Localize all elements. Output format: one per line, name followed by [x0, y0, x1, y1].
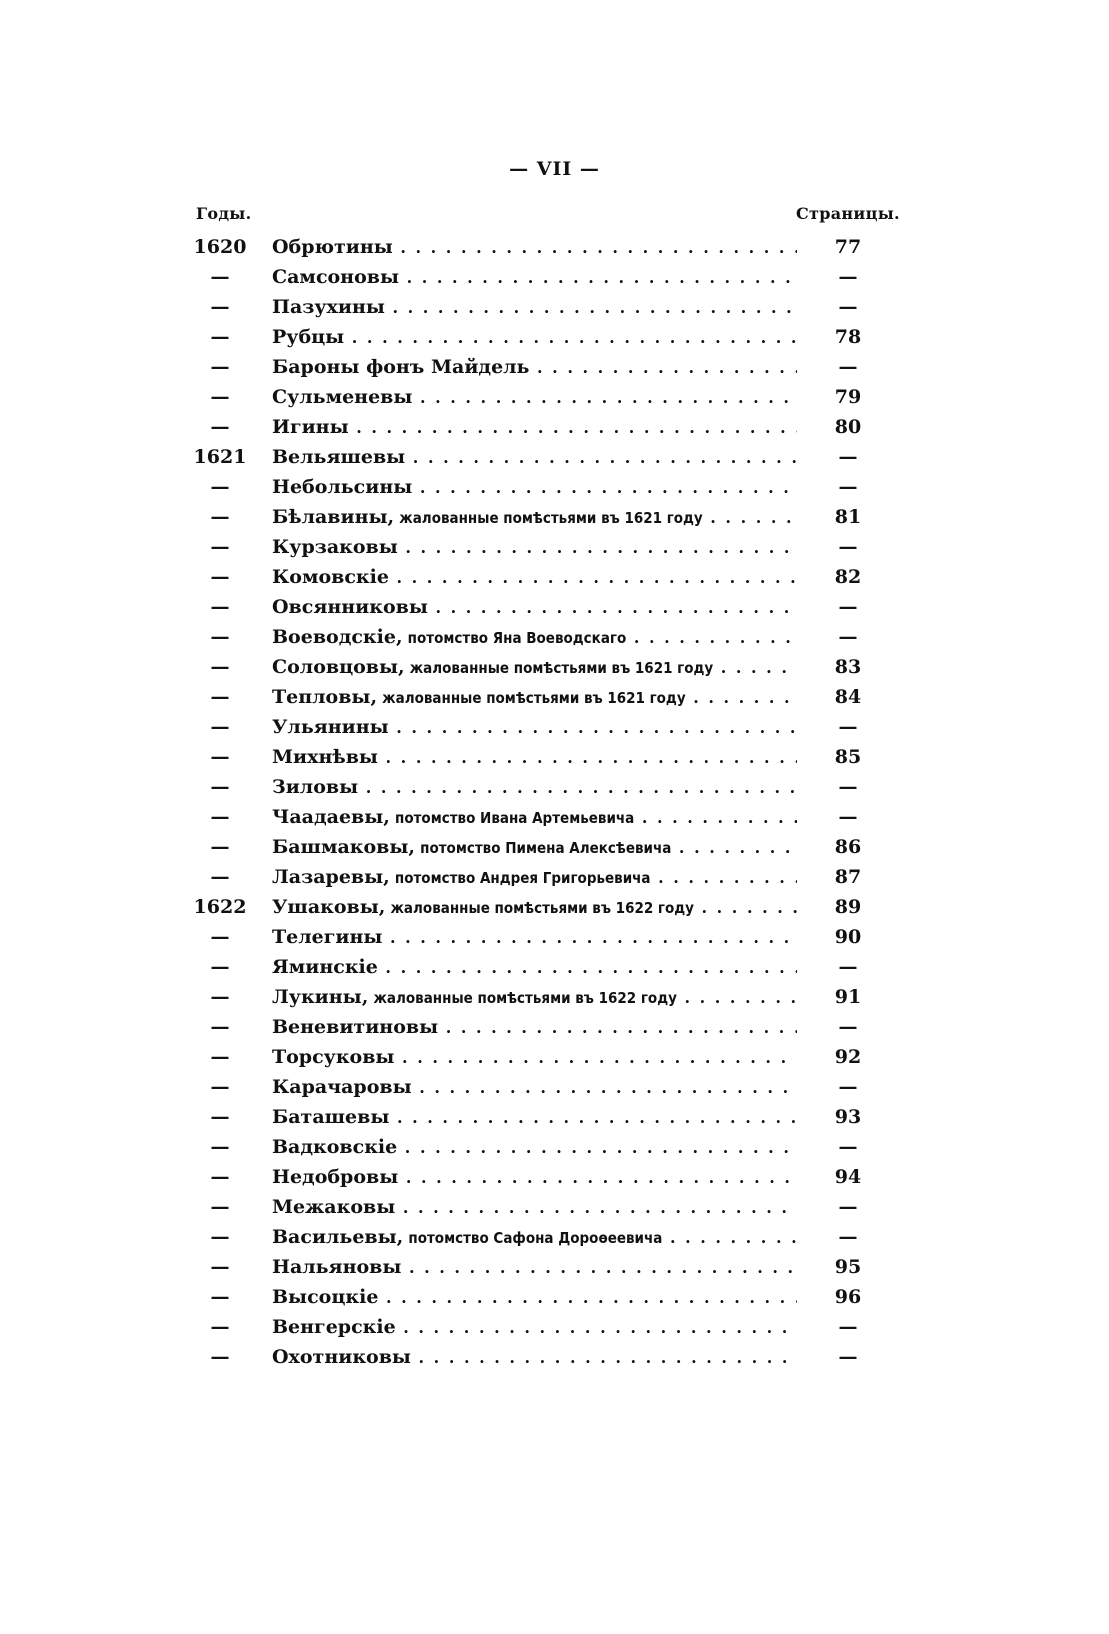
- entry-text: [272, 472, 797, 503]
- list-item: [190, 1282, 880, 1312]
- year-cell: —: [210, 836, 230, 858]
- list-item: [190, 382, 880, 412]
- family-name: Торсуковы: [272, 1046, 395, 1068]
- list-item: [190, 1312, 880, 1342]
- family-name: Телегины: [272, 926, 383, 948]
- entry-text: [272, 682, 797, 713]
- list-item: [190, 592, 880, 622]
- family-name: Баташевы: [272, 1106, 390, 1128]
- entry-text: [272, 952, 797, 983]
- table-of-contents: [190, 232, 880, 1372]
- family-name: Высоцкіе: [272, 1286, 379, 1308]
- year-cell: —: [210, 866, 230, 888]
- entry-text: [272, 1042, 797, 1073]
- family-note: потомство Сафона Дороѳеевича: [408, 1229, 663, 1247]
- year-cell: —: [210, 1166, 230, 1188]
- family-name: Бѣлавины,: [272, 506, 395, 528]
- page-cell: 84: [834, 686, 862, 708]
- year-cell: —: [210, 386, 230, 408]
- year-cell: —: [210, 416, 230, 438]
- year-cell: —: [210, 266, 230, 288]
- year-cell: —: [210, 536, 230, 558]
- year-cell: —: [210, 686, 230, 708]
- entry-text: [272, 1012, 797, 1043]
- family-note: жалованные помѣстьями въ 1621 году: [409, 659, 714, 677]
- page-cell: —: [838, 806, 858, 828]
- list-item: [190, 472, 880, 502]
- page-cell: —: [838, 266, 858, 288]
- list-item: [190, 712, 880, 742]
- list-item: [190, 442, 880, 472]
- list-item: [190, 352, 880, 382]
- family-name: Самсоновы: [272, 266, 400, 288]
- page-cell: 90: [834, 926, 862, 948]
- entry-text: [272, 502, 797, 533]
- page-cell: 86: [834, 836, 862, 858]
- year-cell: —: [210, 1226, 230, 1248]
- page-cell: —: [838, 1316, 858, 1338]
- family-name: Обрютины: [272, 236, 393, 258]
- year-cell: —: [210, 1046, 230, 1068]
- list-item: [190, 982, 880, 1012]
- family-name: Венгерскіе: [272, 1316, 396, 1338]
- list-item: [190, 502, 880, 532]
- list-item: [190, 622, 880, 652]
- year-cell: 1620: [193, 236, 247, 258]
- page-number: — VII —: [509, 158, 600, 180]
- list-item: [190, 1012, 880, 1042]
- list-item: [190, 742, 880, 772]
- year-cell: —: [210, 926, 230, 948]
- year-cell: 1621: [193, 446, 247, 468]
- entry-text: [272, 892, 797, 923]
- family-note: потомство Яна Воеводскаго: [407, 629, 627, 647]
- page-cell: —: [838, 1196, 858, 1218]
- entry-text: [272, 292, 797, 323]
- page-cell: —: [838, 356, 858, 378]
- list-item: [190, 412, 880, 442]
- family-note: потомство Андрея Григорьевича: [394, 869, 651, 887]
- pages-column-header: Страницы.: [796, 204, 900, 223]
- year-cell: —: [210, 1316, 230, 1338]
- year-cell: —: [210, 716, 230, 738]
- family-name: Комовскіе: [272, 566, 389, 588]
- page-cell: 94: [834, 1166, 862, 1188]
- family-name: Овсянниковы: [272, 596, 428, 618]
- page-cell: 83: [834, 656, 862, 678]
- year-cell: —: [210, 566, 230, 588]
- year-cell: —: [210, 1286, 230, 1308]
- entry-text: [272, 1222, 797, 1253]
- family-name: Курзаковы: [272, 536, 398, 558]
- year-cell: —: [210, 1016, 230, 1038]
- entry-text: [272, 592, 797, 623]
- page-cell: 79: [834, 386, 862, 408]
- entry-text: [272, 562, 797, 593]
- list-item: [190, 562, 880, 592]
- entry-text: [272, 1102, 797, 1133]
- entry-text: [272, 262, 797, 293]
- entry-text: [272, 832, 797, 863]
- list-item: [190, 532, 880, 562]
- year-cell: —: [210, 506, 230, 528]
- entry-text: [272, 1342, 797, 1373]
- year-cell: —: [210, 296, 230, 318]
- list-item: [190, 1222, 880, 1252]
- entry-text: [272, 802, 797, 833]
- page-cell: 93: [834, 1106, 862, 1128]
- year-cell: —: [210, 626, 230, 648]
- family-name: Игины: [272, 416, 349, 438]
- entry-text: [272, 1252, 797, 1283]
- family-name: Лазаревы,: [272, 866, 390, 888]
- year-cell: —: [210, 596, 230, 618]
- entry-text: [272, 622, 797, 653]
- family-note: жалованные помѣстьями въ 1621 году: [382, 689, 686, 707]
- family-name: Рубцы: [272, 326, 345, 348]
- entry-text: [272, 982, 797, 1013]
- years-column-header: Годы.: [196, 204, 252, 223]
- family-name: Небольсины: [272, 476, 413, 498]
- page-cell: 80: [834, 416, 862, 438]
- page-cell: 91: [834, 986, 862, 1008]
- year-cell: —: [210, 656, 230, 678]
- family-note: потомство Пимена Алексѣевича: [420, 839, 672, 857]
- page-cell: —: [838, 956, 858, 978]
- family-name: Тепловы,: [272, 686, 378, 708]
- family-name: Вельяшевы: [272, 446, 406, 468]
- page-cell: 95: [834, 1256, 862, 1278]
- entry-text: [272, 232, 797, 263]
- family-name: Башмаковы,: [272, 836, 416, 858]
- page-cell: —: [838, 596, 858, 618]
- family-name: Бароны фонъ Майдель: [272, 356, 530, 378]
- family-name: Ушаковы,: [272, 896, 386, 918]
- page-cell: —: [838, 476, 858, 498]
- family-name: Пазухины: [272, 296, 385, 318]
- page-cell: —: [838, 716, 858, 738]
- year-cell: —: [210, 1346, 230, 1368]
- list-item: [190, 322, 880, 352]
- page-cell: 87: [834, 866, 862, 888]
- entry-text: [272, 862, 797, 893]
- list-item: [190, 922, 880, 952]
- entry-text: [272, 1312, 797, 1343]
- entry-text: [272, 322, 797, 353]
- page-cell: —: [838, 536, 858, 558]
- list-item: [190, 1342, 880, 1372]
- page-cell: 81: [834, 506, 862, 528]
- page-cell: —: [838, 776, 858, 798]
- list-item: [190, 802, 880, 832]
- list-item: [190, 1072, 880, 1102]
- family-note: жалованные помѣстьями въ 1622 году: [373, 989, 677, 1007]
- year-cell: —: [210, 1076, 230, 1098]
- family-name: Яминскіе: [272, 956, 378, 978]
- family-note: жалованные помѣстьями въ 1621 году: [399, 509, 703, 527]
- page-cell: —: [838, 296, 858, 318]
- family-name: Карачаровы: [272, 1076, 412, 1098]
- year-cell: —: [210, 326, 230, 348]
- year-cell: —: [210, 806, 230, 828]
- family-name: Сульменевы: [272, 386, 413, 408]
- page-cell: 96: [834, 1286, 862, 1308]
- family-name: Лукины,: [272, 986, 369, 1008]
- list-item: [190, 1192, 880, 1222]
- entry-text: [272, 652, 797, 683]
- family-note: потомство Ивана Артемьевича: [395, 809, 635, 827]
- page-cell: —: [838, 1016, 858, 1038]
- page-cell: 82: [834, 566, 862, 588]
- entry-text: [272, 742, 797, 773]
- family-name: Межаковы: [272, 1196, 396, 1218]
- page-cell: —: [838, 1076, 858, 1098]
- page-cell: —: [838, 446, 858, 468]
- entry-text: [272, 712, 797, 743]
- entry-text: [272, 352, 797, 383]
- list-item: [190, 682, 880, 712]
- list-item: [190, 832, 880, 862]
- family-name: Охотниковы: [272, 1346, 411, 1368]
- family-name: Нальяновы: [272, 1256, 402, 1278]
- year-cell: —: [210, 986, 230, 1008]
- page-cell: 92: [834, 1046, 862, 1068]
- entry-text: [272, 1132, 797, 1163]
- page-cell: —: [838, 1136, 858, 1158]
- page-cell: 77: [834, 236, 862, 258]
- list-item: [190, 292, 880, 322]
- list-item: [190, 952, 880, 982]
- page-cell: —: [838, 626, 858, 648]
- entry-text: [272, 532, 797, 563]
- family-name: Веневитиновы: [272, 1016, 439, 1038]
- entry-text: [272, 442, 797, 473]
- page-cell: 85: [834, 746, 862, 768]
- year-cell: —: [210, 1256, 230, 1278]
- year-cell: —: [210, 1196, 230, 1218]
- list-item: [190, 1252, 880, 1282]
- list-item: [190, 1132, 880, 1162]
- page-cell: 78: [834, 326, 862, 348]
- entry-text: [272, 1162, 797, 1193]
- list-item: [190, 232, 880, 262]
- entry-text: [272, 1282, 797, 1313]
- year-cell: —: [210, 1106, 230, 1128]
- family-name: Васильевы,: [272, 1226, 404, 1248]
- family-name: Воеводскіе,: [272, 626, 403, 648]
- year-cell: —: [210, 746, 230, 768]
- entry-text: [272, 382, 797, 413]
- list-item: [190, 262, 880, 292]
- entry-text: [272, 922, 797, 953]
- year-cell: —: [210, 776, 230, 798]
- family-name: Соловцовы,: [272, 656, 405, 678]
- family-name: Ульянины: [272, 716, 389, 738]
- year-cell: 1622: [193, 896, 247, 918]
- page-cell: 89: [834, 896, 862, 918]
- list-item: [190, 1042, 880, 1072]
- family-note: жалованные помѣстьями въ 1622 году: [390, 899, 694, 917]
- list-item: [190, 1102, 880, 1132]
- family-name: Зиловы: [272, 776, 359, 798]
- list-item: [190, 1162, 880, 1192]
- family-name: Недобровы: [272, 1166, 399, 1188]
- family-name: Чаадаевы,: [272, 806, 390, 828]
- entry-text: [272, 1072, 797, 1103]
- year-cell: —: [210, 956, 230, 978]
- list-item: [190, 772, 880, 802]
- family-name: Вадковскіе: [272, 1136, 398, 1158]
- list-item: [190, 862, 880, 892]
- year-cell: —: [210, 476, 230, 498]
- entry-text: [272, 772, 797, 803]
- list-item: [190, 652, 880, 682]
- entry-text: [272, 412, 797, 443]
- list-item: [190, 892, 880, 922]
- family-name: Михнѣвы: [272, 746, 378, 768]
- entry-text: [272, 1192, 797, 1223]
- year-cell: —: [210, 356, 230, 378]
- page-cell: —: [838, 1226, 858, 1248]
- page-cell: —: [838, 1346, 858, 1368]
- year-cell: —: [210, 1136, 230, 1158]
